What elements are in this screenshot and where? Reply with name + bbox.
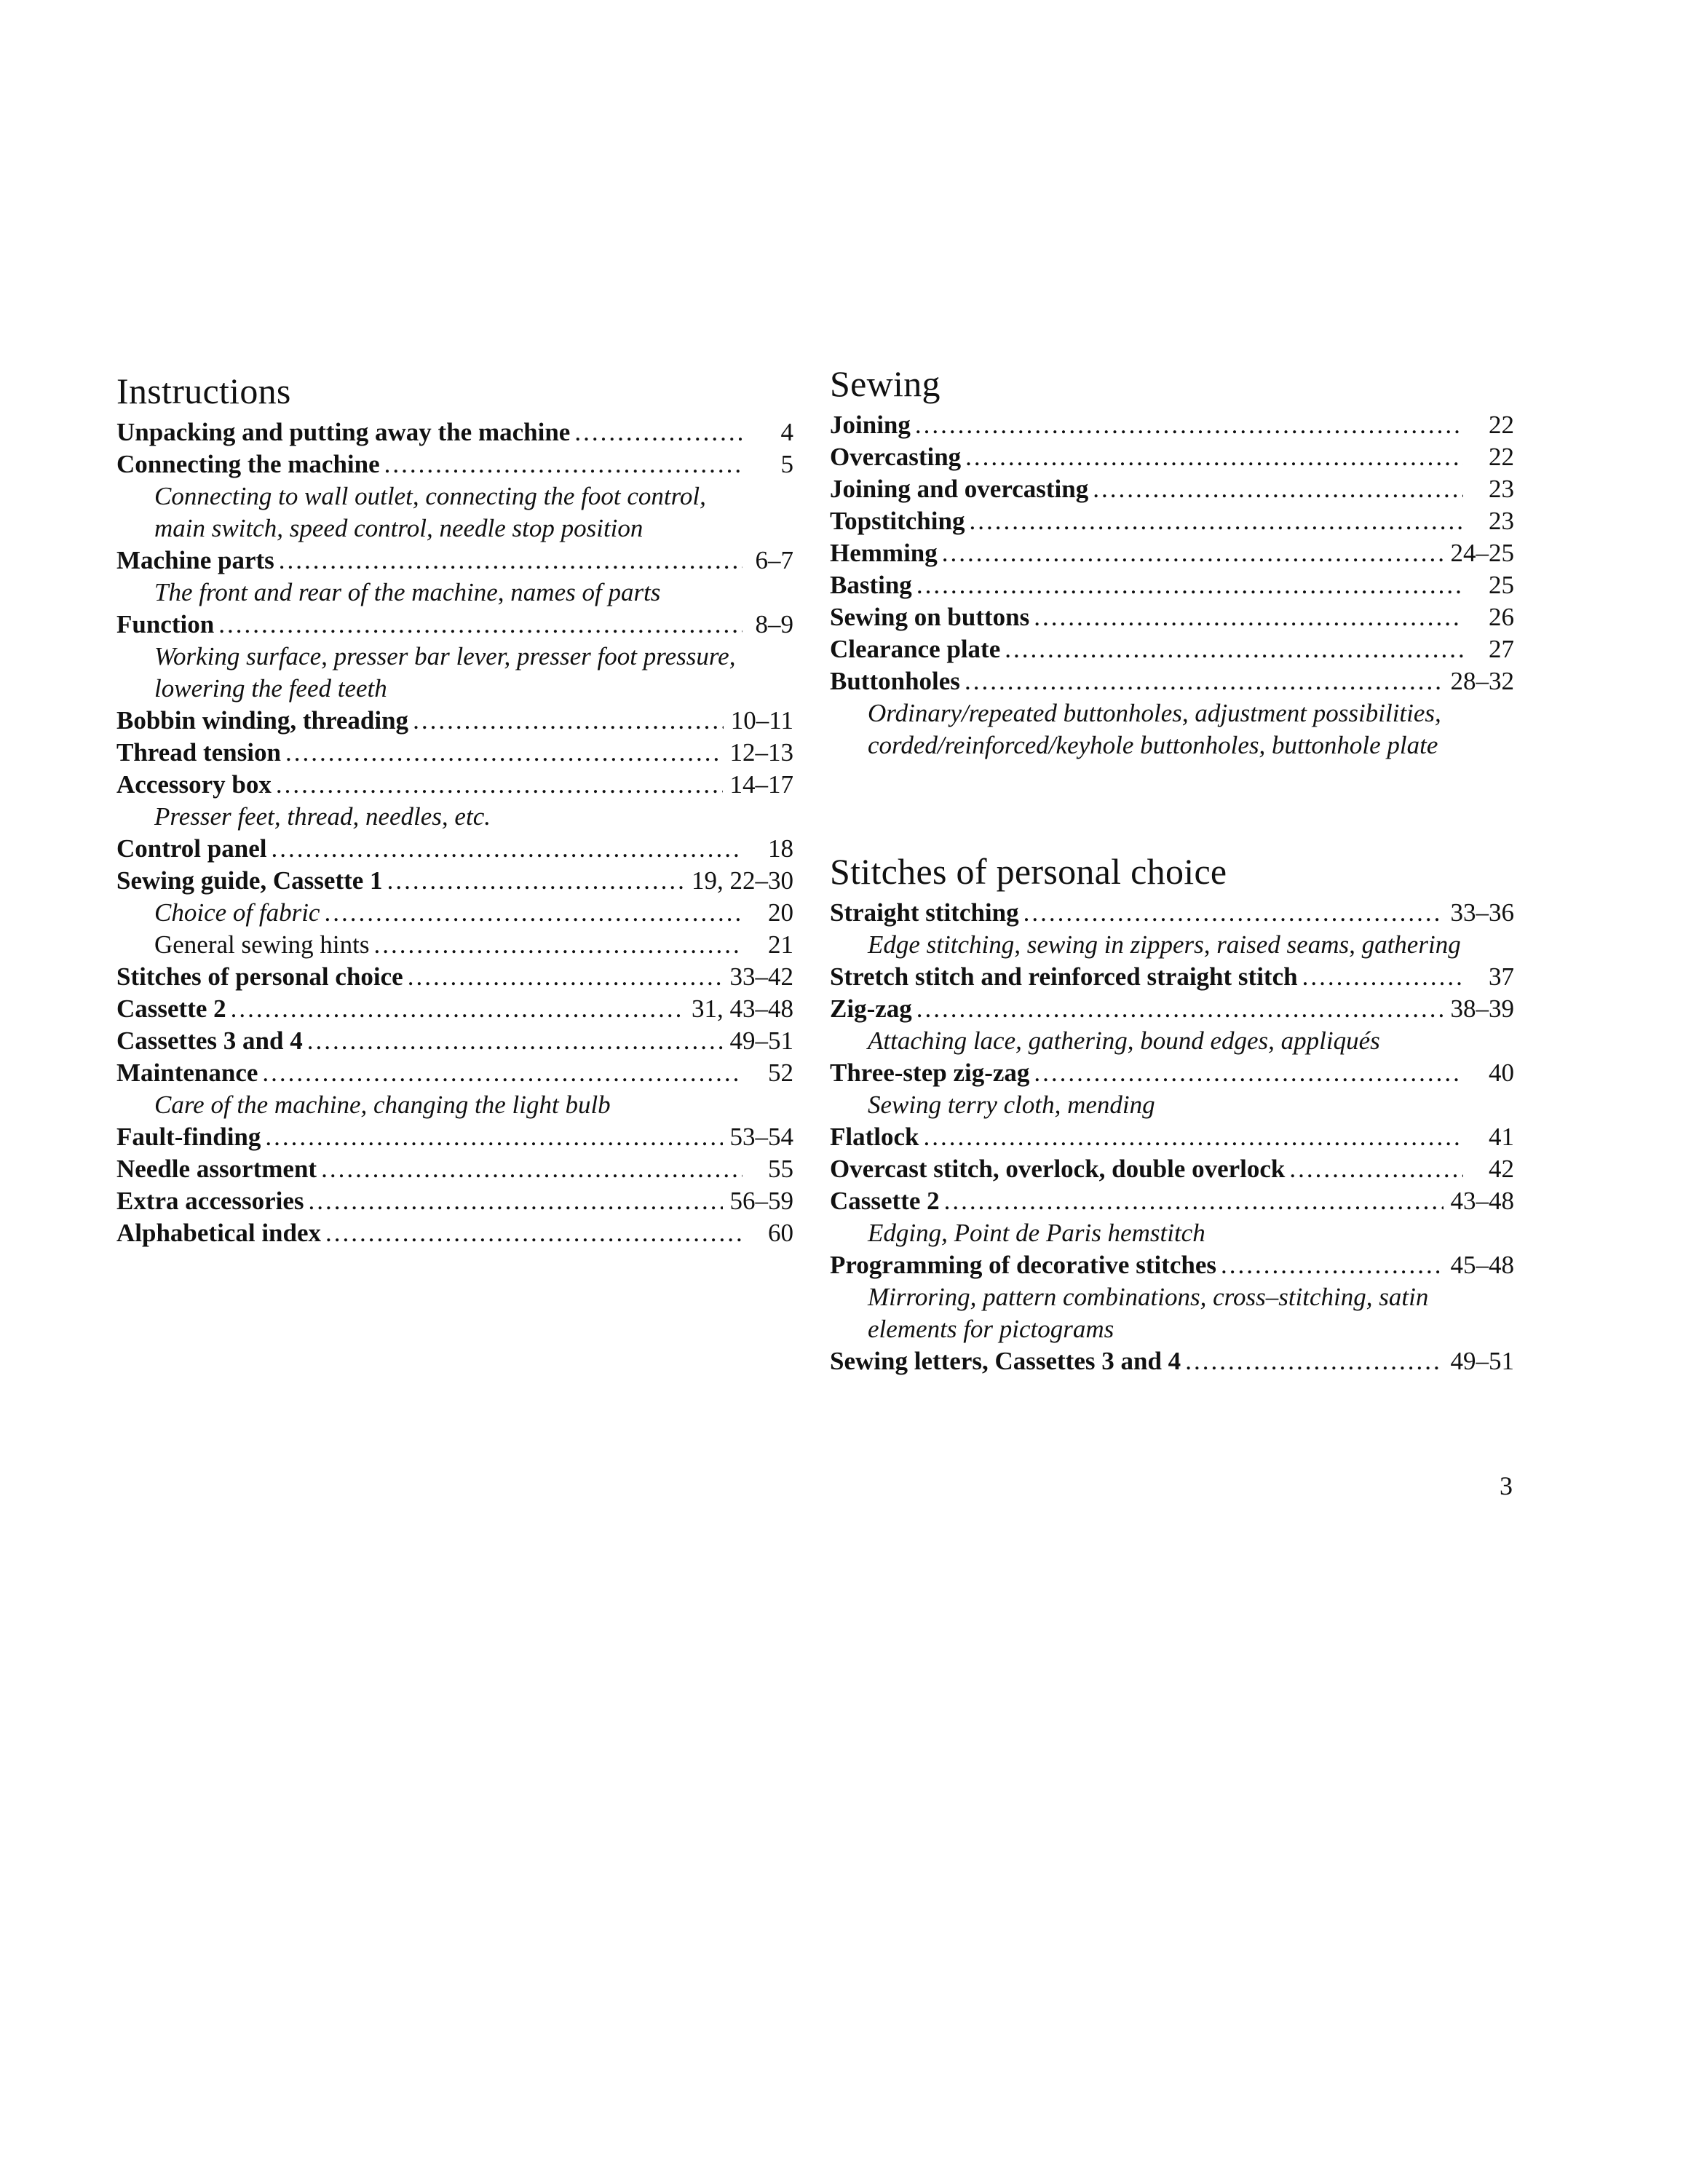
toc-label: Three-step zig-zag <box>830 1059 1030 1087</box>
toc-label: Buttonholes <box>830 667 960 695</box>
toc-label: Function <box>116 610 215 638</box>
dot-leader <box>923 1121 1463 1153</box>
toc-label: Cassette 2 <box>830 1187 940 1215</box>
dot-leader <box>1289 1153 1463 1185</box>
toc-label: Needle assortment <box>116 1155 317 1183</box>
toc-entry <box>116 833 793 865</box>
toc-label: Programming of decorative stitches <box>830 1251 1217 1279</box>
toc-page: 23 <box>1489 507 1514 535</box>
toc-page: 27 <box>1489 635 1514 663</box>
toc-page: 6–7 <box>755 546 793 574</box>
toc-page: 22 <box>1489 411 1514 439</box>
dot-leader <box>271 833 742 865</box>
dot-leader <box>1093 473 1463 505</box>
toc-label: Joining <box>830 411 911 439</box>
toc-entry <box>830 633 1514 665</box>
toc-page: 28–32 <box>1450 667 1514 695</box>
toc-page: 26 <box>1489 603 1514 631</box>
toc-label: Clearance plate <box>830 635 1001 663</box>
toc-page: 18 <box>768 834 793 863</box>
toc-page: 22 <box>1489 443 1514 471</box>
toc-description: Attaching lace, gathering, bound edges, appliqués <box>868 1026 1380 1055</box>
toc-label: Choice of fabric <box>154 898 320 927</box>
dot-leader <box>276 769 723 801</box>
toc-entry <box>830 569 1514 601</box>
dot-leader <box>309 1185 723 1217</box>
toc-label: Sewing on buttons <box>830 603 1030 631</box>
toc-page: 10–11 <box>730 706 793 735</box>
toc-description: Care of the machine, changing the light bulb <box>154 1091 611 1119</box>
toc-entry <box>830 1153 1514 1185</box>
instructions-heading: Instructions <box>116 371 291 411</box>
dot-leader <box>265 1121 722 1153</box>
toc-description: Working surface, presser bar lever, presser foot pressure, lowering the feed teeth <box>154 642 736 703</box>
toc-label: Alphabetical index <box>116 1219 322 1247</box>
toc-entry <box>116 1217 793 1249</box>
toc-page: 20 <box>768 898 793 927</box>
dot-leader <box>942 537 1444 569</box>
dot-leader <box>231 993 684 1025</box>
personal-choice-heading: Stitches of personal choice <box>830 851 1227 892</box>
toc-label: Stitches of personal choice <box>116 962 403 991</box>
dot-leader <box>574 416 742 448</box>
toc-page: 33–42 <box>729 962 793 991</box>
toc-entry <box>830 665 1514 697</box>
toc-description: Mirroring, pattern combinations, cross–stitching, satin elements for pictograms <box>868 1283 1429 1343</box>
toc-label: Extra accessories <box>116 1187 304 1215</box>
toc-page: 21 <box>768 930 793 959</box>
toc-page: 53–54 <box>729 1123 793 1151</box>
toc-label: Straight stitching <box>830 898 1019 927</box>
toc-description: The front and rear of the machine, names of parts <box>154 578 661 606</box>
toc-label: General sewing hints <box>154 930 370 959</box>
toc-description: Ordinary/repeated buttonholes, adjustment possibilities, corded/reinforced/keyhole buttonholes, buttonhole plate <box>868 699 1441 759</box>
toc-label: Overcasting <box>830 443 962 471</box>
dot-leader <box>916 569 1463 601</box>
dot-leader <box>1302 961 1463 993</box>
toc-page: 33–36 <box>1450 898 1514 927</box>
toc-entry <box>116 865 793 897</box>
toc-entry <box>116 737 793 769</box>
toc-entry <box>116 609 793 641</box>
toc-entry <box>116 961 793 993</box>
toc-page: 60 <box>768 1219 793 1247</box>
dot-leader <box>387 865 684 897</box>
toc-entry <box>116 1153 793 1185</box>
sewing-heading: Sewing <box>830 363 940 404</box>
toc-entry <box>830 473 1514 505</box>
toc-page: 40 <box>1489 1059 1514 1087</box>
toc-label: Accessory box <box>116 770 272 799</box>
toc-page: 12–13 <box>729 738 793 767</box>
toc-label: Sewing letters, Cassettes 3 and 4 <box>830 1347 1181 1375</box>
toc-page: 43–48 <box>1450 1187 1514 1215</box>
dot-leader <box>218 609 742 641</box>
dot-leader <box>969 505 1463 537</box>
page-number: 3 <box>1500 1471 1513 1500</box>
toc-entry <box>830 993 1514 1025</box>
toc-entry <box>116 1185 793 1217</box>
toc-description: Connecting to wall outlet, connecting the foot control, main switch, speed control, needle stop position <box>154 482 706 542</box>
dot-leader <box>321 1153 742 1185</box>
dot-leader <box>965 665 1444 697</box>
toc-entry <box>830 409 1514 441</box>
dot-leader <box>916 993 1444 1025</box>
toc-page: 45–48 <box>1450 1251 1514 1279</box>
toc-description: Edge stitching, sewing in zippers, raised seams, gathering <box>868 930 1461 959</box>
toc-page: 23 <box>1489 475 1514 503</box>
toc-label: Overcast stitch, overlock, double overlock <box>830 1155 1286 1183</box>
toc-page: 56–59 <box>729 1187 793 1215</box>
toc-page: 49–51 <box>729 1026 793 1055</box>
dot-leader <box>285 737 723 769</box>
toc-label: Zig-zag <box>830 994 912 1023</box>
dot-leader <box>1023 897 1444 929</box>
sewing-section <box>830 363 1514 761</box>
toc-entry <box>116 1121 793 1153</box>
dot-leader <box>307 1025 723 1057</box>
toc-page: 38–39 <box>1450 994 1514 1023</box>
toc-label: Cassettes 3 and 4 <box>116 1026 303 1055</box>
toc-entry <box>830 1345 1514 1377</box>
toc-entry <box>830 601 1514 633</box>
toc-page: 8–9 <box>755 610 793 638</box>
dot-leader <box>1005 633 1463 665</box>
toc-label: Stretch stitch and reinforced straight stitch <box>830 962 1298 991</box>
dot-leader <box>944 1185 1444 1217</box>
toc-label: Maintenance <box>116 1059 258 1087</box>
toc-label: Unpacking and putting away the machine <box>116 418 571 446</box>
toc-description: Edging, Point de Paris hemstitch <box>868 1219 1205 1247</box>
dot-leader <box>1034 601 1463 633</box>
toc-page: 5 <box>780 450 793 478</box>
toc-label: Fault-finding <box>116 1123 261 1151</box>
toc-subentry <box>116 929 793 961</box>
dot-leader <box>408 961 723 993</box>
toc-entry <box>116 769 793 801</box>
toc-entry <box>116 705 793 737</box>
toc-page: 37 <box>1489 962 1514 991</box>
toc-entry <box>116 416 793 448</box>
toc-entry <box>830 961 1514 993</box>
dot-leader <box>413 705 724 737</box>
personal-choice-section <box>830 850 1514 1377</box>
toc-page: 4 <box>780 418 793 446</box>
toc-entry <box>830 1249 1514 1281</box>
dot-leader <box>1221 1249 1443 1281</box>
toc-label: Hemming <box>830 539 938 567</box>
dot-leader <box>324 897 742 929</box>
toc-entry <box>830 537 1514 569</box>
toc-entry <box>116 993 793 1025</box>
dot-leader <box>373 929 742 961</box>
toc-page: 52 <box>768 1059 793 1087</box>
toc-description: Presser feet, thread, needles, etc. <box>154 802 491 831</box>
instructions-section <box>116 370 793 1249</box>
toc-entry <box>116 1025 793 1057</box>
toc-label: Sewing guide, Cassette 1 <box>116 866 383 895</box>
toc-label: Cassette 2 <box>116 994 226 1023</box>
toc-label: Control panel <box>116 834 267 863</box>
toc-page: 14–17 <box>729 770 793 799</box>
toc-label: Joining and overcasting <box>830 475 1089 503</box>
toc-subentry <box>116 897 793 929</box>
toc-description: Sewing terry cloth, mending <box>868 1091 1155 1119</box>
toc-page: 55 <box>768 1155 793 1183</box>
dot-leader <box>262 1057 742 1089</box>
toc-page: 41 <box>1489 1123 1514 1151</box>
toc-page: 49–51 <box>1450 1347 1514 1375</box>
dot-leader <box>1034 1057 1463 1089</box>
toc-label: Basting <box>830 571 912 599</box>
toc-entry <box>830 897 1514 929</box>
toc-label: Bobbin winding, threading <box>116 706 409 735</box>
dot-leader <box>1185 1345 1443 1377</box>
toc-entry <box>830 1185 1514 1217</box>
toc-label: Connecting the machine <box>116 450 380 478</box>
toc-label: Thread tension <box>116 738 281 767</box>
toc-entry <box>830 1057 1514 1089</box>
toc-page: 24–25 <box>1450 539 1514 567</box>
toc-page: 42 <box>1489 1155 1514 1183</box>
toc-page: 19, 22–30 <box>692 866 793 895</box>
toc-entry <box>830 441 1514 473</box>
toc-entry <box>116 1057 793 1089</box>
dot-leader <box>279 545 742 577</box>
toc-label: Topstitching <box>830 507 965 535</box>
dot-leader <box>965 441 1463 473</box>
dot-leader <box>384 448 742 480</box>
toc-page: 25 <box>1489 571 1514 599</box>
toc-label: Machine parts <box>116 546 274 574</box>
dot-leader <box>325 1217 742 1249</box>
toc-entry <box>830 1121 1514 1153</box>
toc-page: 31, 43–48 <box>692 994 793 1023</box>
toc-entry <box>116 545 793 577</box>
toc-entry <box>116 448 793 480</box>
dot-leader <box>915 409 1463 441</box>
toc-label: Flatlock <box>830 1123 919 1151</box>
toc-entry <box>830 505 1514 537</box>
